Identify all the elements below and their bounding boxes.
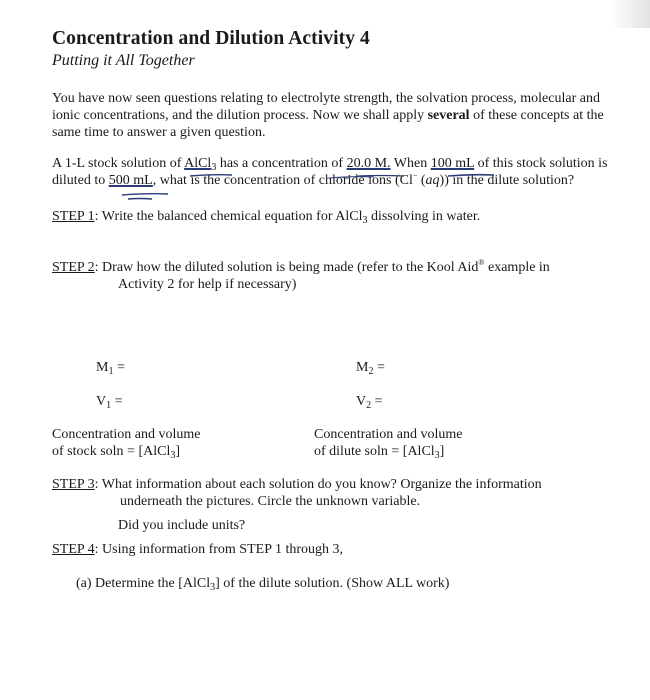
step-3	[52, 476, 632, 493]
step-1	[52, 208, 480, 225]
step-1-text-end: dissolving in water.	[367, 209, 481, 224]
v1-subscript: 1	[106, 400, 112, 411]
step-4-label: STEP 4	[52, 542, 95, 557]
m2-equals: =	[373, 360, 385, 375]
stock-caption-subscript: 3	[170, 450, 176, 461]
stock-caption	[52, 426, 201, 460]
dilute-caption-bracket: ]	[439, 444, 445, 459]
v1-symbol: V	[96, 394, 107, 409]
step-1-text: : Write the balanced chemical equation for AlCl	[94, 209, 363, 224]
dilute-caption-subscript: 3	[434, 450, 440, 461]
pen-underline-500ml	[122, 194, 168, 199]
v1-label	[96, 394, 123, 410]
step-2-line-2: Activity 2 for help if necessary)	[118, 277, 297, 292]
problem-text-1: A 1-L stock solution of	[52, 156, 185, 171]
part-a-text-end: ] of the dilute solution. (Show ALL work)	[215, 576, 450, 591]
highlight-volume-500: 500 mL	[108, 173, 153, 188]
step-4	[52, 541, 343, 558]
v2-label	[356, 394, 383, 410]
intro-bold: several	[427, 108, 470, 123]
step-2	[52, 259, 632, 276]
dilute-caption-line-2	[314, 443, 463, 460]
page-edge-shadow	[610, 0, 650, 28]
m2-subscript: 2	[368, 366, 374, 377]
page-title: Concentration and Dilution Activity 4	[52, 28, 370, 49]
step-3-text: : What information about each solution do you know? Organize the information	[94, 477, 542, 492]
stock-caption-text: of stock soln = [AlCl	[52, 444, 171, 459]
subscript-3: 3	[211, 162, 217, 173]
problem-text-6: )) in the dilute solution?	[439, 173, 575, 188]
dilute-caption-text: of dilute soln = [AlCl	[314, 444, 435, 459]
stock-caption-bracket: ]	[175, 444, 181, 459]
step-3-line-2: underneath the pictures. Circle the unknown variable.	[120, 494, 421, 509]
problem-text-4: of this stock solution is diluted to	[52, 156, 608, 188]
m2-label	[356, 360, 385, 376]
page-subtitle: Putting it All Together	[52, 52, 195, 69]
step-3-line-3: Did you include units?	[118, 518, 246, 533]
part-a	[76, 575, 449, 592]
intro-text-2: of these concepts at the same time to answer a given question.	[52, 108, 604, 140]
aq-label: aq	[425, 173, 440, 188]
formula-alcl: AlCl	[184, 156, 212, 171]
step-1-label: STEP 1	[52, 209, 95, 224]
part-a-subscript: 3	[210, 582, 216, 593]
m1-subscript: 1	[108, 366, 114, 377]
intro-paragraph	[52, 90, 624, 141]
stock-caption-line-2	[52, 443, 201, 460]
dilute-caption	[314, 426, 463, 460]
v2-subscript: 2	[366, 400, 372, 411]
m1-symbol: M	[96, 360, 109, 375]
m2-symbol: M	[356, 360, 369, 375]
v2-equals: =	[371, 394, 383, 409]
highlight-concentration: 20.0 M.	[346, 156, 391, 171]
m1-label	[96, 360, 125, 376]
m1-equals: =	[113, 360, 125, 375]
registered-mark: ®	[478, 258, 485, 267]
problem-text-3: When	[390, 156, 431, 171]
step-2-text-end: example in	[484, 260, 550, 275]
highlight-alcl3	[184, 156, 216, 171]
stock-caption-line-1: Concentration and volume	[52, 427, 201, 442]
step-4-text: : Using information from STEP 1 through 3,	[94, 542, 344, 557]
problem-statement: A 1-L stock solution of AlCl$_3$ has a concentration of 20.0 M. When 100 mL of this stock solution is diluted to 500 mL, what is the concentration of chloride ions (Cl− (aq)) in the dilute solution?	[52, 156, 608, 188]
dilute-caption-line-1: Concentration and volume	[314, 427, 463, 442]
highlight-volume-100: 100 mL	[430, 156, 475, 171]
v2-symbol: V	[356, 394, 367, 409]
step-2-text: : Draw how the diluted solution is being made (refer to the Kool Aid	[94, 260, 479, 275]
superscript-minus: −	[412, 171, 418, 180]
intro-text-1: You have now seen questions relating to electrolyte strength, the solvation process, molecular and ionic concentrations, and the dilution process. Now we shall apply	[52, 91, 600, 123]
v1-equals: =	[111, 394, 123, 409]
problem-text-5: , what is the concentration of chloride ions (Cl	[152, 173, 413, 188]
problem-text-2: has a concentration of	[216, 156, 347, 171]
step-2-label: STEP 2	[52, 260, 95, 275]
step-1-subscript: 3	[362, 215, 368, 226]
part-a-text: (a) Determine the [AlCl	[76, 576, 211, 591]
step-3-label: STEP 3	[52, 477, 95, 492]
